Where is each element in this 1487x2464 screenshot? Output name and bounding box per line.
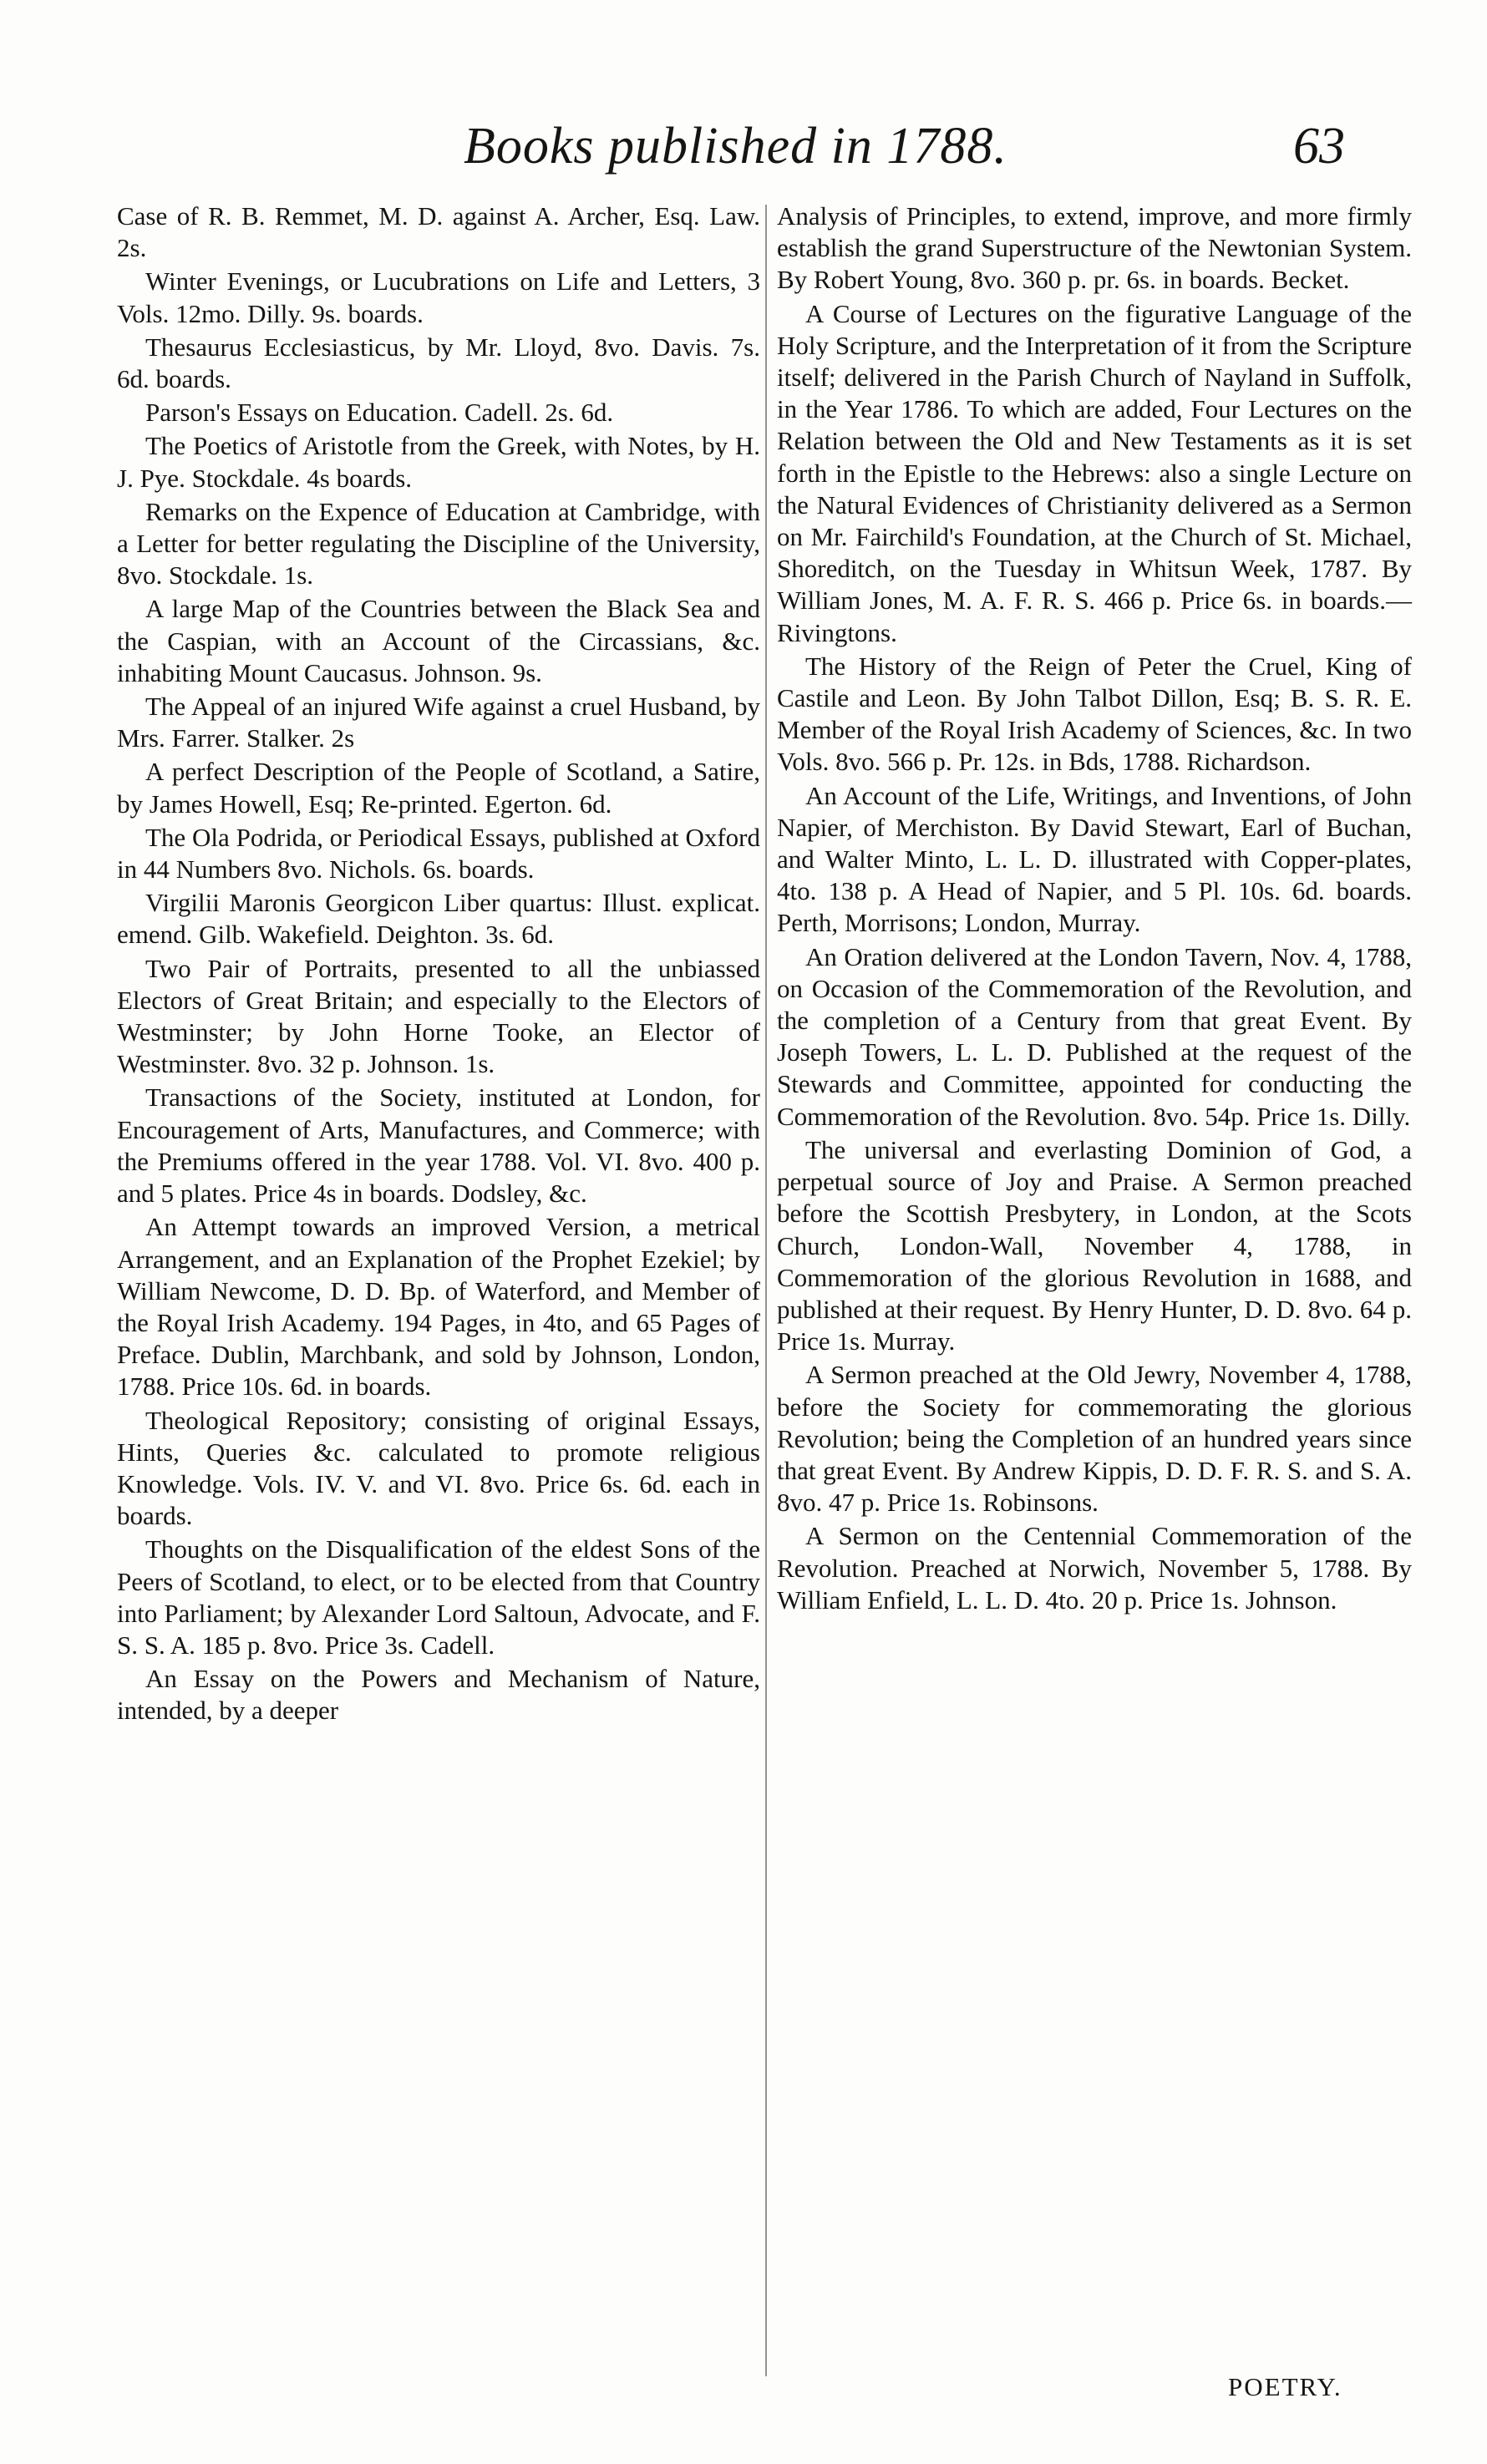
book-entry: A Sermon on the Centennial Commemoration of the Revolution. Preached at Norwich, November 5, 1788. By William Enfield, L. L. D. 4to. 20 p. Price 1s. Johnson. bbox=[777, 1521, 1412, 1615]
book-entry: An Attempt towards an improved Version, a metrical Arrangement, and an Explanation of the Prophet Ezekiel; by William Newcome, D. D. Bp. of Waterford, and Member of the Royal Irish Academy. 194 Pages, in 4to, and 65 Pages of Preface. Dublin, Marchbank, and sold by Johnson, London, 1788. Price 10s. 6d. in boards. bbox=[117, 1212, 760, 1402]
book-entry: Case of R. B. Remmet, M. D. against A. Archer, Esq. Law. 2s. bbox=[117, 201, 760, 263]
running-title: Books published in 1788. bbox=[464, 118, 1007, 175]
book-entry: Theological Repository; consisting of original Essays, Hints, Queries &c. calculated to promote religious Knowledge. Vols. IV. V. and VI. 8vo. Price 6s. 6d. each in boards. bbox=[117, 1405, 760, 1531]
column-divider bbox=[765, 205, 767, 2376]
left-column bbox=[117, 200, 760, 1729]
book-entry: Remarks on the Expence of Education at Cambridge, with a Letter for better regulating the Discipline of the University, 8vo. Stockdale. 1s. bbox=[117, 496, 760, 591]
book-entry: The universal and everlasting Dominion of God, a perpetual source of Joy and Praise. A Sermon preached before the Scottish Presbytery, in London, at the Scots Church, London-Wall, November 4, 1788, in Commemoration of the glorious Revolution in 1688, and published at their request. By Henry Hunter, D. D. 8vo. 64 p. Price 1s. Murray. bbox=[777, 1134, 1412, 1356]
book-entry: Thesaurus Ecclesiasticus, by Mr. Lloyd, 8vo. Davis. 7s. 6d. boards. bbox=[117, 332, 760, 394]
book-entry: Virgilii Maronis Georgicon Liber quartus: Illust. explicat. emend. Gilb. Wakefield. Deighton. 3s. 6d. bbox=[117, 888, 760, 950]
book-entry: The Poetics of Aristotle from the Greek, with Notes, by H. J. Pye. Stockdale. 4s boards. bbox=[117, 431, 760, 493]
book-entry: The History of the Reign of Peter the Cruel, King of Castile and Leon. By John Talbot Dillon, Esq; B. S. R. E. Member of the Royal Irish Academy of Sciences, &c. In two Vols. 8vo. 566 p. Pr. 12s. in Bds, 1788. Richardson. bbox=[777, 651, 1412, 777]
right-column bbox=[777, 200, 1412, 1618]
book-entry: The Ola Podrida, or Periodical Essays, published at Oxford in 44 Numbers 8vo. Nichols. 6s. boards. bbox=[117, 822, 760, 885]
page-number: 63 bbox=[1293, 118, 1345, 175]
book-entry: Parson's Essays on Education. Cadell. 2s. 6d. bbox=[145, 398, 614, 428]
book-entry: An Account of the Life, Writings, and Inventions, of John Napier, of Merchiston. By David Stewart, Earl of Buchan, and Walter Minto, L. L. D. illustrated with Copper-plates, 4to. 138 p. A Head of Napier, and 5 Pl. 10s. 6d. boards. Perth, Morrisons; London, Murray. bbox=[777, 780, 1412, 938]
book-entry: An Oration delivered at the London Tavern, Nov. 4, 1788, on Occasion of the Commemoration of the Revolution, and the completion of a Century from that great Event. By Joseph Towers, L. L. D. Published at the request of the Stewards and Committee, appointed for conducting the Commemoration of the Revolution. 8vo. 54p. Price 1s. Dilly. bbox=[777, 941, 1412, 1131]
book-entry: A Course of Lectures on the figurative Language of the Holy Scripture, and the Interpretation of it from the Scripture itself; delivered in the Parish Church of Nayland in Suffolk, in the Year 1786. To which are added, Four Lectures on the Relation between the Old and New Testaments as it is set forth in the Epistle to the Hebrews: also a single Lecture on the Natural Evidences of Christianity delivered as a Sermon on Mr. Fairchild's Foundation, at the Church of St. Michael, Shoreditch, on the Tuesday in Whitsun Week, 1787. By William Jones, M. A. F. R. S. 466 p. Price 6s. in boards.— Rivingtons. bbox=[777, 298, 1412, 647]
book-entry: An Essay on the Powers and Mechanism of Nature, intended, by a deeper bbox=[117, 1664, 760, 1726]
book-entry: Analysis of Principles, to extend, improve, and more firmly establish the grand Superstructure of the Newtonian System. By Robert Young, 8vo. 360 p. pr. 6s. in boards. Becket. bbox=[777, 201, 1412, 295]
book-entry: Transactions of the Society, instituted at London, for Encouragement of Arts, Manufactures, and Commerce; with the Premiums offered in the year 1788. Vol. VI. 8vo. 400 p. and 5 plates. Price 4s in boards. Dodsley, &c. bbox=[117, 1082, 760, 1209]
book-entry: A large Map of the Countries between the Black Sea and the Caspian, with an Account of the Circassians, &c. inhabiting Mount Caucasus. Johnson. 9s. bbox=[117, 594, 760, 687]
book-entry: The Appeal of an injured Wife against a cruel Husband, by Mrs. Farrer. Stalker. 2s bbox=[117, 692, 760, 753]
book-entry: A Sermon preached at the Old Jewry, November 4, 1788, before the Society for commemorating the glorious Revolution; being the Completion of an hundred years since that great Event. By Andrew Kippis, D. D. F. R. S. and S. A. 8vo. 47 p. Price 1s. Robinsons. bbox=[777, 1360, 1412, 1518]
catchword: POETRY. bbox=[1228, 2372, 1342, 2401]
book-entry: Thoughts on the Disqualification of the eldest Sons of the Peers of Scotland, to elect, or to be elected from that Country into Parliament; by Alexander Lord Saltoun, Advocate, and F. S. S. A. 185 p. 8vo. Price 3s. Cadell. bbox=[117, 1534, 760, 1660]
book-entry: A perfect Description of the People of Scotland, a Satire, by James Howell, Esq; Re-printed. Egerton. 6d. bbox=[117, 757, 760, 819]
running-head bbox=[0, 117, 1487, 184]
book-entry: Two Pair of Portraits, presented to all the unbiassed Electors of Great Britain; and especially to the Electors of Westminster; by John Horne Tooke, an Elector of Westminster. 8vo. 32 p. Johnson. 1s. bbox=[117, 953, 760, 1079]
book-entry: Winter Evenings, or Lucubrations on Life and Letters, 3 Vols. 12mo. Dilly. 9s. boards. bbox=[117, 266, 760, 328]
